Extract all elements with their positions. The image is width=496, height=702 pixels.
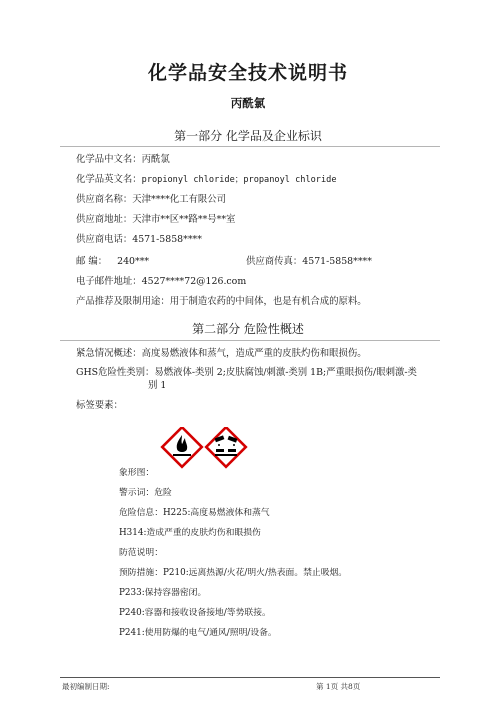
- hazard-info: 危险信息：H225:高度易燃液体和蒸气: [119, 508, 270, 518]
- email-row: [76, 276, 246, 288]
- flame-icon: [162, 427, 202, 467]
- postcode-label: 邮 编：: [76, 256, 108, 267]
- corrosion-icon: [206, 427, 246, 467]
- english-name-value: propionyl chloride；propanoyl chloride: [141, 175, 337, 185]
- recommended-usage: 产品推荐及限制用途：用于制造农药的中间体，也是有机合成的原料。: [76, 296, 367, 307]
- postcode-value: 240***: [117, 256, 150, 267]
- supplier-name: 供应商名称：天津****化工有限公司: [76, 194, 227, 205]
- precaution-p210: 预防措施：P210:远离热源/火花/明火/热表面。禁止吸烟。: [119, 568, 348, 578]
- label-elements: 标签要素：: [76, 400, 123, 411]
- supplier-address: 供应商地址：天津市**区**路**号**室: [76, 214, 236, 225]
- footer-date-label: 最初编制日期:: [62, 682, 110, 691]
- section-heading-part1: 第一部分 化学品及企业标识: [174, 129, 322, 143]
- ghs-pictograms: [158, 427, 254, 473]
- ghs-category-line2: 别 1: [148, 380, 167, 391]
- document-title: 化学品安全技术说明书: [147, 62, 348, 84]
- ghs-category-line1: GHS危险性类别：易燃液体-类别 2;皮肤腐蚀/刺激-类别 1B;严重眼损伤/眼刺激-类: [76, 367, 417, 378]
- document-subtitle: 丙酰氯: [230, 96, 266, 110]
- chinese-name: 化学品中文名：丙酰氯: [76, 154, 170, 165]
- section-divider: [60, 146, 440, 147]
- section-divider: [60, 340, 440, 341]
- footer-page-number: 第 1页 共8页: [316, 682, 361, 691]
- english-name-row: [76, 174, 337, 186]
- section-heading-part2: 第二部分 危险性概述: [192, 322, 304, 336]
- signal-word: 警示词：危险: [119, 488, 172, 498]
- precaution-p233: P233:保持容器密闭。: [119, 588, 207, 598]
- english-name-label: 化学品英文名：: [76, 174, 142, 185]
- supplier-phone: 供应商电话：4571-5858****: [76, 234, 202, 245]
- fax-label: 供应商传真：: [246, 256, 303, 267]
- precaution-title: 防范说明：: [119, 548, 163, 558]
- fax-value: 4571-5858****: [302, 256, 372, 267]
- postcode-row: [76, 256, 149, 268]
- precaution-p241: P241:使用防爆的电气/通风/照明/设备。: [119, 628, 277, 638]
- email-value: 4527****72@126.com: [141, 276, 247, 287]
- pictogram-label: 象形图：: [119, 468, 155, 478]
- emergency-overview: 紧急情况概述：高度易燃液体和蒸气，造成严重的皮肤灼伤和眼损伤。: [76, 348, 367, 359]
- fax-row: [246, 256, 372, 268]
- footer-divider: [60, 677, 440, 678]
- email-label: 电子邮件地址：: [76, 276, 142, 287]
- precaution-p240: P240:容器和接收设备接地/等势联接。: [119, 608, 271, 618]
- hazard-h314: H314:造成严重的皮肤灼伤和眼损伤: [119, 528, 261, 538]
